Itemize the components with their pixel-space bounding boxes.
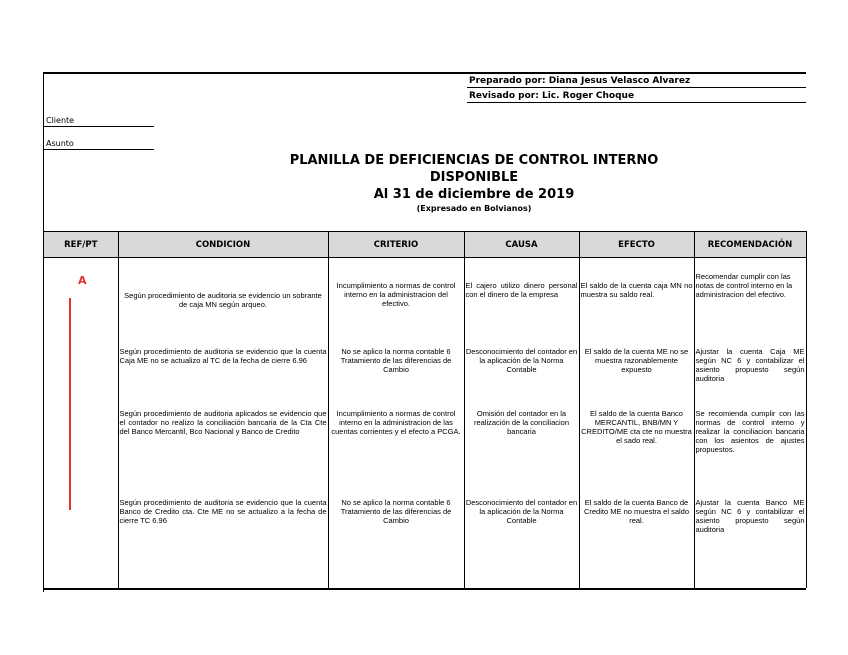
table-row bbox=[44, 409, 806, 497]
column-header-efecto: EFECTO bbox=[579, 232, 694, 258]
document-subtitle: DISPONIBLE bbox=[429, 170, 519, 185]
cell-causa: Desconocimiento del contador en la aplicación de la Norma Contable bbox=[464, 347, 579, 409]
document-date: Al 31 de diciembre de 2019 bbox=[373, 187, 575, 202]
cell-criterio: No se aplico la norma contable 6 Tratamiento de las diferencias de Cambio bbox=[328, 347, 464, 409]
prepared-by: Preparado por: Diana Jesus Velasco Alvarez bbox=[467, 74, 806, 88]
column-header-causa: CAUSA bbox=[464, 232, 579, 258]
cell-efecto: El saldo de la cuenta Banco MERCANTIL, BNB/MN Y CREDITO/ME cta cte no muestra el sado real. bbox=[579, 409, 694, 497]
worksheet bbox=[43, 72, 806, 592]
document-title: PLANILLA DE DEFICIENCIAS DE CONTROL INTERNO bbox=[289, 153, 659, 168]
table-row bbox=[44, 347, 806, 409]
column-header-ref: REF/PT bbox=[44, 232, 118, 258]
table-row bbox=[44, 272, 806, 347]
column-header-criterio: CRITERIO bbox=[328, 232, 464, 258]
cell-recomendacion: Se recomienda cumplir con las normas de control interno y realizar la conciliacion bancaria con los asientos de ajustes propuestos. bbox=[694, 409, 806, 497]
cell-criterio: No se aplico la norma contable 6 Tratamiento de las diferencias de Cambio bbox=[328, 498, 464, 588]
cell-criterio: Incumplimiento a normas de control interno en la administracion del efectivo. bbox=[328, 272, 464, 347]
client-label: Cliente bbox=[44, 114, 154, 127]
cell-recomendacion: Ajustar la cuenta Caja ME según NC 6 y contabilizar el asiento propuesto según auditoria bbox=[694, 347, 806, 409]
ref-mark: A bbox=[78, 274, 87, 287]
cell-criterio: Incumplimiento a normas de control interno en la administracion de las cuentas corrientes y el efecto a PCGA. bbox=[328, 409, 464, 497]
cell-efecto: El saldo de la cuenta caja MN no muestra su saldo real. bbox=[579, 272, 694, 347]
cell-causa: El cajero utilizo dinero personal con el dinero de la empresa bbox=[464, 272, 579, 347]
cell-recomendacion: Ajustar la cuenta Banco ME según NC 6 y contabilizar el asiento propuesto según auditoria bbox=[694, 498, 806, 588]
subject-label: Asunto bbox=[44, 137, 154, 150]
column-header-condicion: CONDICION bbox=[118, 232, 328, 258]
cell-efecto: El saldo de la cuenta ME no se muestra razonablemente expuesto bbox=[579, 347, 694, 409]
cell-efecto: El saldo de la cuenta Banco de Credito ME no muestra el saldo real. bbox=[579, 498, 694, 588]
cell-condicion: Según procedimiento de auditoria se evidencio que la cuenta Banco de Credito cta. Cte ME no se actualizo a la fecha de cierre TC 6.96 bbox=[118, 498, 328, 588]
table-header-row bbox=[44, 232, 806, 258]
cell-condicion: Según procedimiento de auditoria se evidencio un sobrante de caja MN según arqueo. bbox=[118, 272, 328, 347]
cell-condicion: Según procedimiento de auditoria se evidencio que la cuenta Caja ME no se actualizo al TC de la fecha de cierre 6.96 bbox=[118, 347, 328, 409]
cell-recomendacion: Recomendar cumplir con las notas de control interno en la administracion del efectivo. bbox=[694, 272, 806, 347]
table-row bbox=[44, 498, 806, 588]
cell-causa: Omisión del contador en la realización de la conciliacion bancaria bbox=[464, 409, 579, 497]
column-header-recomendacion: RECOMENDACIÓN bbox=[694, 232, 806, 258]
cell-causa: Desconocimiento del contador en la aplicación de la Norma Contable bbox=[464, 498, 579, 588]
table-bottom-border bbox=[44, 588, 806, 590]
deficiencies-table bbox=[44, 231, 807, 588]
reviewed-by: Revisado por: Lic. Roger Choque bbox=[467, 89, 806, 103]
tick-mark-line bbox=[69, 298, 71, 510]
ref-cell bbox=[44, 258, 118, 589]
cell-condicion: Según procedimiento de auditoria aplicados se evidencio que el contador no realizo la conciliación bancaria de la Cta Cte del Banco Mercantil, Bco Nacional y Banco de Credito bbox=[118, 409, 328, 497]
currency-note: (Expresado en Bolvianos) bbox=[416, 204, 532, 213]
